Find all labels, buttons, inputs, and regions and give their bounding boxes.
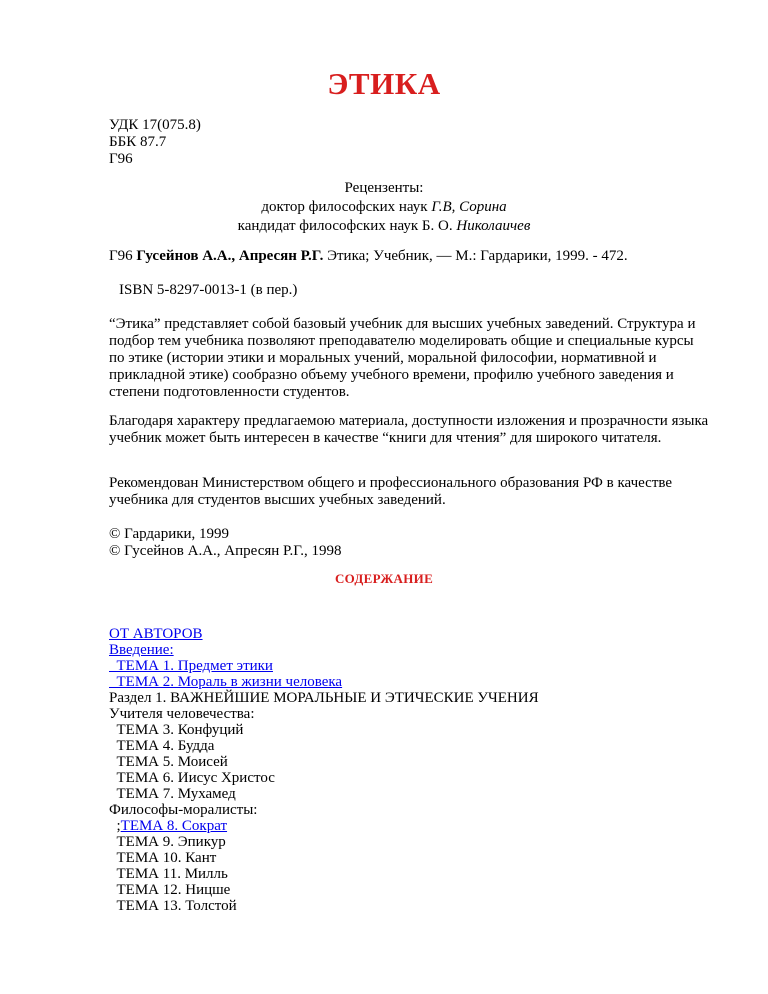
reviewer-2 <box>0 218 768 237</box>
reviewers-block <box>0 180 768 237</box>
reviewer-1 <box>0 199 768 218</box>
toc-item <box>109 690 539 706</box>
toc-item-label: ТЕМА 6. Иисус Христос <box>109 770 275 786</box>
udk-code: УДК 17(075.8) <box>109 117 201 133</box>
audience-paragraph: Благодаря характеру предлагаемою материала, доступности изложения и прозрачности языка учебник может быть интересен в качестве “книги для чтения” для широкого читателя. <box>109 413 709 446</box>
reviewers-heading: Рецензенты: <box>344 180 424 196</box>
description-paragraph: “Этика” представляет собой базовый учебник для высших учебных заведений. Структура и подбор тем учебника позволяют преподавателю моделировать общие и специальные курсы по этике (истории этики и моральных учений, моральной философии, нормативной и прикладной этике) сообразно объему учебного времени, профилю учебного заведения и степени подготовленности студентов. <box>109 316 696 400</box>
toc-heading: СОДЕРЖАНИЕ <box>334 571 434 586</box>
biblio-code: Г96 <box>109 248 137 264</box>
bbk-code: ББК 87.7 <box>109 134 167 150</box>
toc-item <box>109 866 539 882</box>
recommendation-paragraph: Рекомендован Министерством общего и профессионального образования РФ в качестве учебника для студентов высших учебных заведений. <box>109 475 673 508</box>
toc-item[interactable] <box>109 642 539 658</box>
copyright-authors: © Гусейнов А.А., Апресян Р.Г., 1998 <box>109 543 342 559</box>
toc-item <box>109 850 539 866</box>
copyright-publisher: © Гардарики, 1999 <box>109 526 230 542</box>
reviewer-2-name: Николаичев <box>456 218 531 234</box>
toc-item-label: Философы-моралисты: <box>109 802 258 818</box>
toc-link[interactable]: ТЕМА 8. Сократ <box>120 818 228 834</box>
toc-item-label: ТЕМА 9. Эпикур <box>109 834 226 850</box>
toc-item <box>109 898 539 914</box>
toc-item[interactable] <box>109 674 539 690</box>
toc-link[interactable]: ОТ АВТОРОВ <box>109 626 203 642</box>
toc-item-label: ТЕМА 7. Мухамед <box>109 786 236 802</box>
isbn: ISBN 5-8297-0013-1 (в пер.) <box>119 282 298 298</box>
toc-item-label: ТЕМА 10. Кант <box>109 850 217 866</box>
toc-item-label: ТЕМА 11. Милль <box>109 866 228 882</box>
toc-item-label: ТЕМА 13. Толстой <box>109 898 237 914</box>
toc-item <box>109 770 539 786</box>
toc-item <box>109 786 539 802</box>
author-mark: Г96 <box>109 151 133 167</box>
biblio-authors: Гусейнов А.А., Апресян Р.Г. <box>136 248 324 264</box>
toc-link[interactable]: Введение: <box>109 642 174 658</box>
toc-item <box>109 706 539 722</box>
toc-item <box>109 802 539 818</box>
toc-item-label: ТЕМА 3. Конфуций <box>109 722 244 738</box>
page-title: ЭТИКА <box>327 66 441 101</box>
toc-item-prefix: ; <box>109 818 121 834</box>
classification-codes <box>109 117 201 168</box>
toc-item <box>109 754 539 770</box>
biblio-details: Этика; Учебник, — М.: Гардарики, 1999. - 472. <box>323 248 628 264</box>
toc-item-label: ТЕМА 4. Будда <box>109 738 215 754</box>
toc-item <box>109 738 539 754</box>
toc-item[interactable] <box>109 626 539 642</box>
toc-item-label: Раздел 1. ВАЖНЕЙШИЕ МОРАЛЬНЫЕ И ЭТИЧЕСКИЕ УЧЕНИЯ <box>109 690 539 706</box>
reviewer-1-name: Г.В, Сорина <box>431 199 507 215</box>
reviewer-2-title: кандидат философских наук Б. О. <box>237 218 457 234</box>
toc-item[interactable] <box>109 818 539 834</box>
toc-item <box>109 882 539 898</box>
reviewer-1-title: доктор философских наук <box>261 199 432 215</box>
toc-item[interactable] <box>109 658 539 674</box>
toc-item-label: Учителя человечества: <box>109 706 255 722</box>
copyright-block <box>109 526 341 560</box>
toc-link[interactable]: ТЕМА 1. Предмет этики <box>109 658 273 674</box>
bibliographic-record <box>109 248 628 265</box>
toc-item <box>109 722 539 738</box>
toc-item-label: ТЕМА 12. Ницше <box>109 882 231 898</box>
table-of-contents <box>109 626 539 914</box>
toc-link[interactable]: ТЕМА 2. Мораль в жизни человека <box>109 674 343 690</box>
toc-item-label: ТЕМА 5. Моисей <box>109 754 228 770</box>
toc-item <box>109 834 539 850</box>
